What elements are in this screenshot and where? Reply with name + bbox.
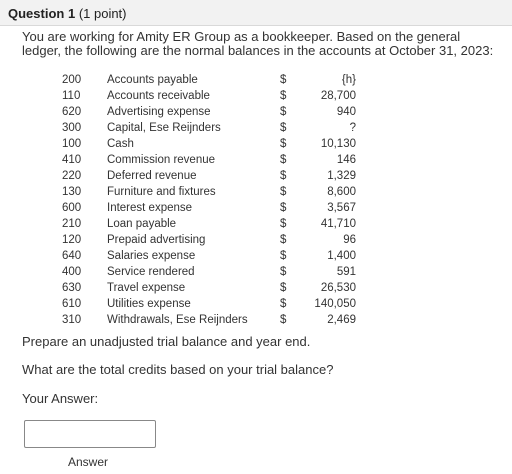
account-amount: 8,600	[327, 186, 356, 198]
dollar-sign: $	[280, 282, 287, 294]
account-row	[0, 88, 512, 104]
account-code: 640	[62, 250, 82, 262]
account-row	[0, 104, 512, 120]
account-name: Prepaid advertising	[107, 234, 206, 246]
account-name: Service rendered	[107, 266, 195, 278]
account-row	[0, 216, 512, 232]
account-amount: 28,700	[320, 90, 356, 102]
account-row	[0, 152, 512, 168]
account-amount: 26,530	[320, 282, 356, 294]
account-row	[0, 72, 512, 88]
account-code: 220	[62, 170, 82, 182]
dollar-sign: $	[280, 170, 287, 182]
account-name: Capital, Ese Reijnders	[107, 122, 221, 134]
account-row	[0, 120, 512, 136]
dollar-sign: $	[280, 314, 287, 326]
account-name: Utilities expense	[107, 298, 191, 310]
dollar-sign: $	[280, 218, 287, 230]
account-row	[0, 296, 512, 312]
account-name: Furniture and fixtures	[107, 186, 216, 198]
account-code: 630	[62, 282, 82, 294]
account-name: Travel expense	[107, 282, 186, 294]
instruction-text: Prepare an unadjusted trial balance and year end.	[22, 334, 311, 349]
dollar-sign: $	[280, 106, 287, 118]
dollar-sign: $	[280, 138, 287, 150]
account-code: 400	[62, 266, 82, 278]
account-amount: {h}	[341, 74, 356, 86]
question-text: What are the total credits based on your trial balance?	[22, 362, 334, 377]
account-code: 210	[62, 218, 82, 230]
dollar-sign: $	[280, 186, 287, 198]
account-name: Withdrawals, Ese Reijnders	[107, 314, 248, 326]
account-name: Advertising expense	[107, 106, 211, 118]
account-code: 410	[62, 154, 82, 166]
account-code: 100	[62, 138, 82, 150]
account-amount: 591	[336, 266, 356, 278]
dollar-sign: $	[280, 122, 287, 134]
question-points: (1 point)	[78, 6, 127, 21]
account-code: 620	[62, 106, 82, 118]
account-amount: ?	[349, 122, 356, 134]
account-row	[0, 168, 512, 184]
account-amount: 1,329	[327, 170, 356, 182]
account-row	[0, 232, 512, 248]
answer-field-label: Answer	[68, 455, 109, 469]
dollar-sign: $	[280, 202, 287, 214]
dollar-sign: $	[280, 74, 287, 86]
account-code: 600	[62, 202, 82, 214]
question-intro: You are working for Amity ER Group as a bookkeeper. Based on the general ledger, the following are the normal balances in the accounts at October 31, 2023:	[22, 29, 494, 58]
accounts-list	[0, 72, 512, 328]
account-amount: 3,567	[327, 202, 356, 214]
account-code: 310	[62, 314, 82, 326]
account-name: Cash	[107, 138, 134, 150]
account-name: Accounts receivable	[107, 90, 210, 102]
account-name: Salaries expense	[107, 250, 196, 262]
account-amount: 96	[343, 234, 356, 246]
account-row	[0, 200, 512, 216]
dollar-sign: $	[280, 154, 287, 166]
account-row	[0, 136, 512, 152]
account-amount: 10,130	[320, 138, 356, 150]
account-name: Loan payable	[107, 218, 177, 230]
account-amount: 1,400	[327, 250, 356, 262]
account-name: Commission revenue	[107, 154, 216, 166]
account-code: 120	[62, 234, 82, 246]
dollar-sign: $	[280, 234, 287, 246]
account-row	[0, 184, 512, 200]
account-amount: 146	[336, 154, 356, 166]
answer-input[interactable]	[24, 420, 156, 448]
account-amount: 940	[336, 106, 356, 118]
account-name: Accounts payable	[107, 74, 198, 86]
account-amount: 2,469	[327, 314, 356, 326]
question-header	[0, 0, 512, 26]
question-number: Question 1	[8, 6, 76, 21]
account-row	[0, 280, 512, 296]
account-amount: 140,050	[314, 298, 356, 310]
account-row	[0, 312, 512, 328]
account-amount: 41,710	[320, 218, 356, 230]
account-code: 200	[62, 74, 82, 86]
dollar-sign: $	[280, 90, 287, 102]
account-row	[0, 248, 512, 264]
account-row	[0, 264, 512, 280]
account-name: Deferred revenue	[107, 170, 197, 182]
dollar-sign: $	[280, 266, 287, 278]
account-code: 130	[62, 186, 82, 198]
account-code: 300	[62, 122, 82, 134]
your-answer-label: Your Answer:	[22, 391, 99, 406]
account-code: 110	[62, 90, 81, 102]
dollar-sign: $	[280, 298, 287, 310]
dollar-sign: $	[280, 250, 287, 262]
account-name: Interest expense	[107, 202, 193, 214]
account-code: 610	[62, 298, 82, 310]
